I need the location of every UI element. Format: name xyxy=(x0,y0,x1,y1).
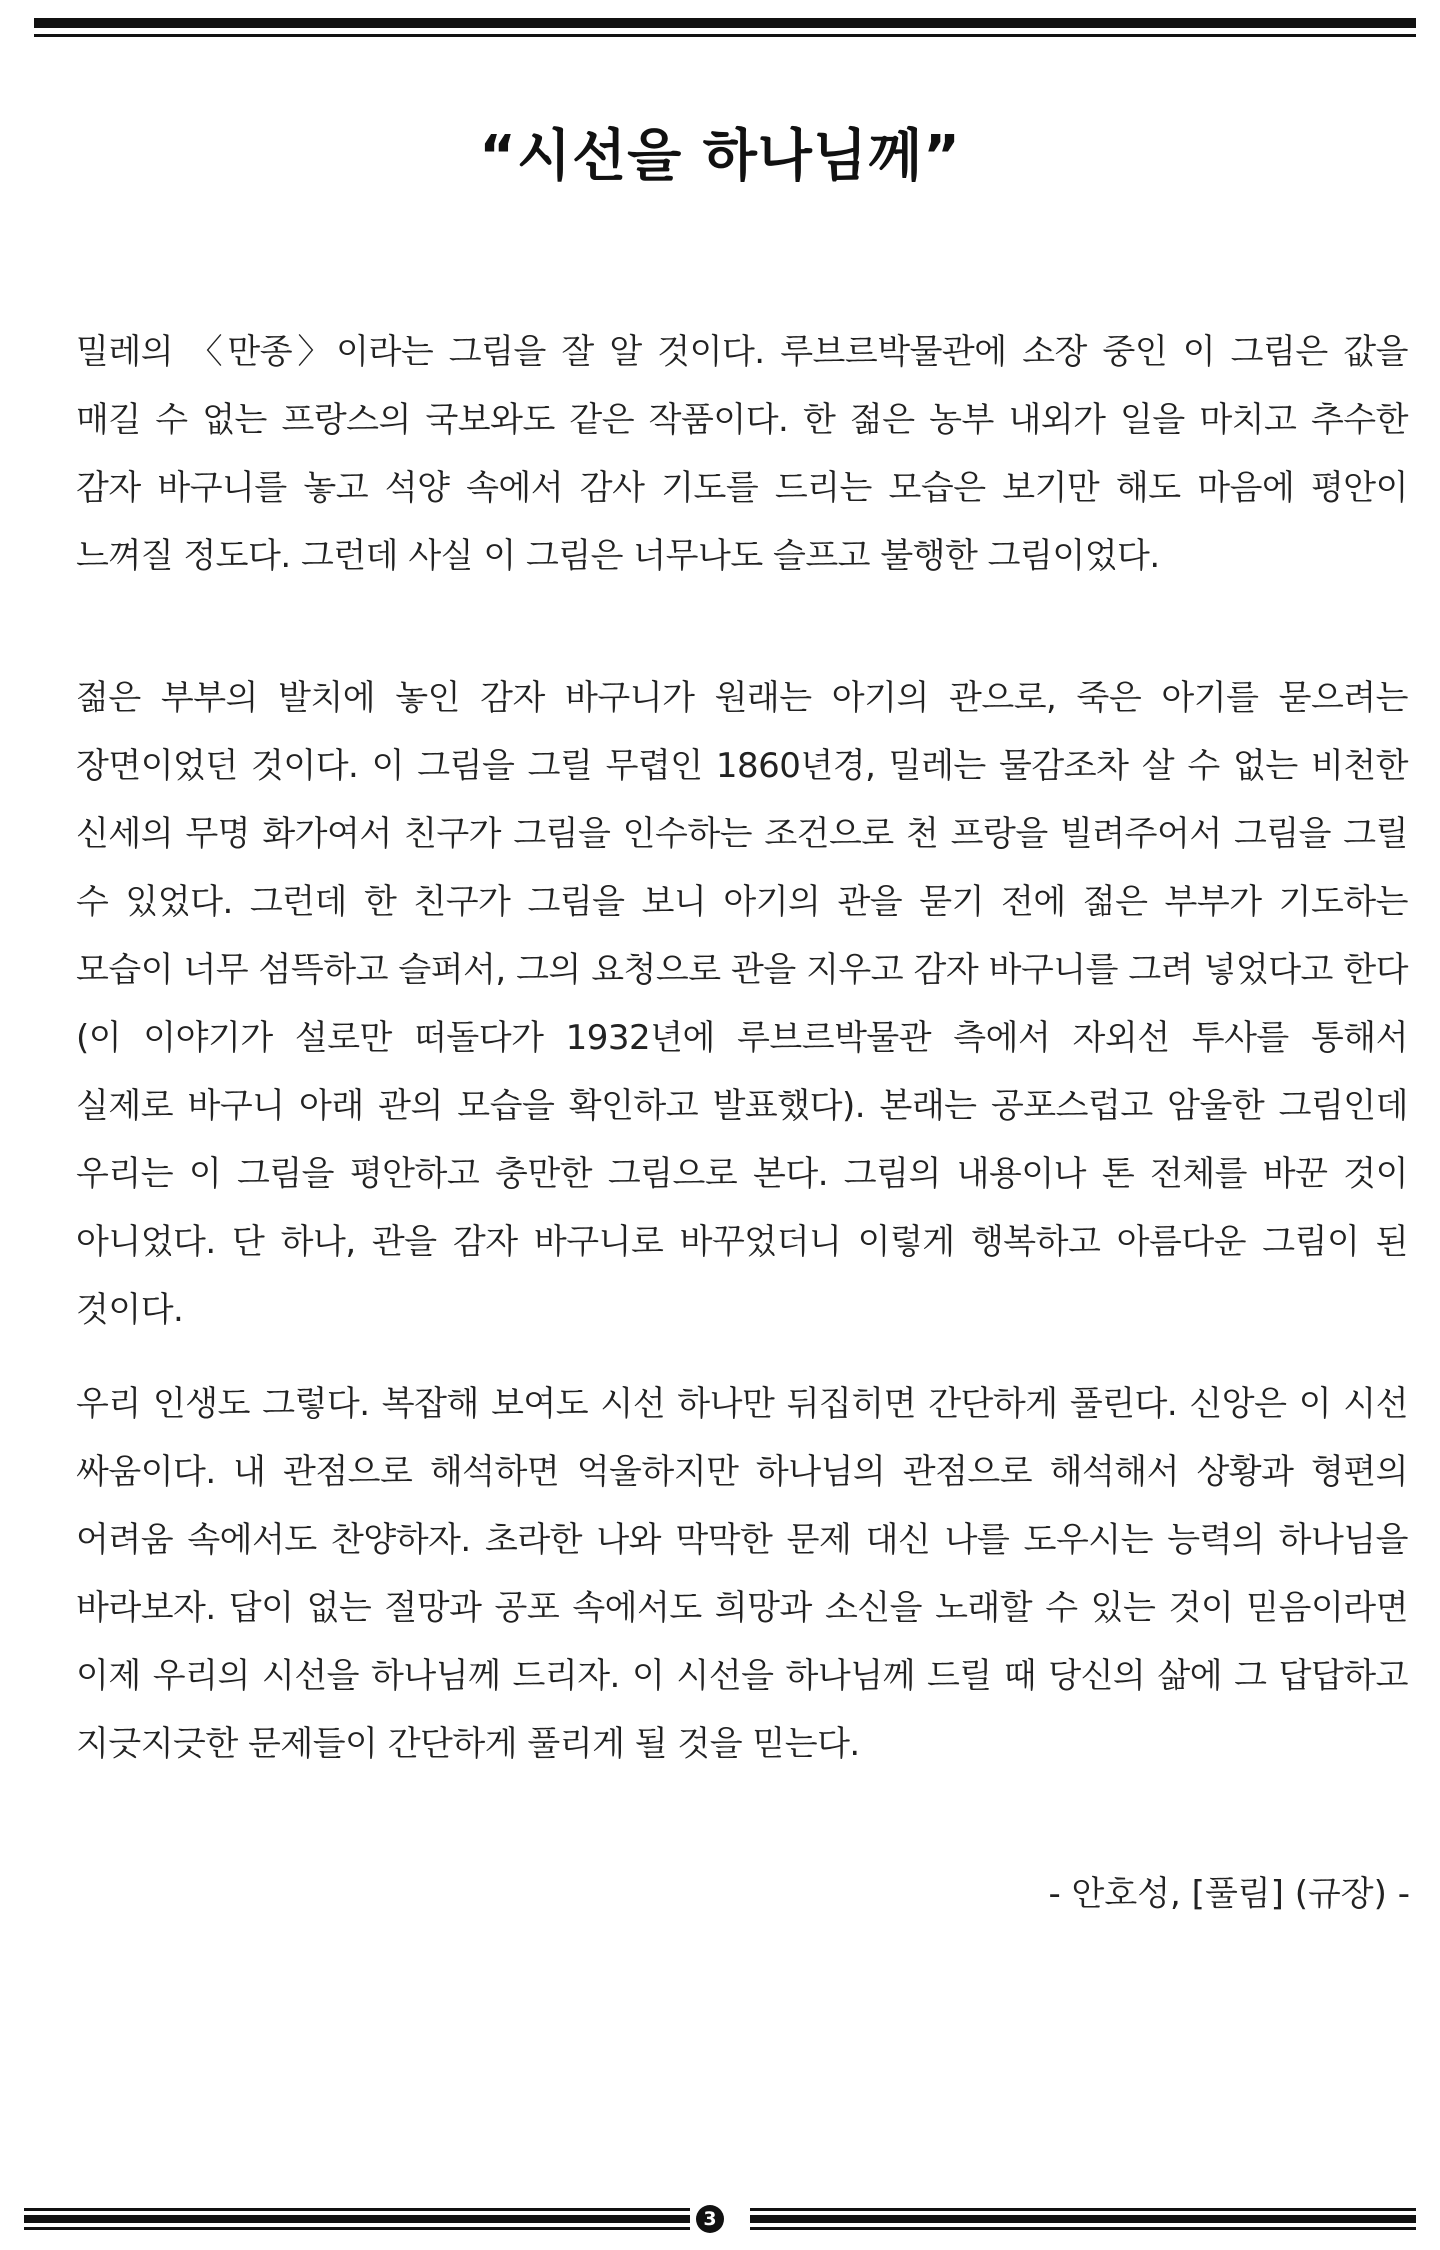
page-title: “시선을 하나님께” xyxy=(479,124,961,189)
source-attribution: - 안호성, [풀림] (규장) - xyxy=(1048,1874,1410,1914)
page-number-badge: 3 xyxy=(696,2205,724,2233)
paragraph-2: 젊은 부부의 발치에 놓인 감자 바구니가 원래는 아기의 관으로, 죽은 아기를 묻으려는 장면이었던 것이다. 이 그림을 그릴 무렵인 1860년경, 밀레는 물감조차 살 수 없는 비천한 신세의 무명 화가여서 친구가 그림을 인수하는 조건으로 천 프랑을 빌려주어서 그림을 그릴 수 있었다. 그런데 한 친구가 그림을 보니 아기의 관을 묻기 전에 젊은 부부가 기도하는 모습이 너무 섬뜩하고 슬퍼서, 그의 요청으로 관을 지우고 감자 바구니를 그려 넣었다고 한다(이 이야기가 설로만 떠돌다가 1932년에 루브르박물관 측에서 자외선 투사를 통해서 실제로 바구니 아래 관의 모습을 확인하고 발표했다). 본래는 공포스럽고 암울한 그림인데 우리는 이 그림을 평안하고 충만한 그림으로 본다. 그림의 내용이나 톤 전체를 바꾼 것이 아니었다. 단 하나, 관을 감자 바구니로 바꾸었더니 이렇게 행복하고 아름다운 그림이 된 것이다. xyxy=(76,678,1408,1330)
bottom-rule-left xyxy=(24,2206,690,2232)
top-rule-thin-line xyxy=(34,34,1416,37)
top-double-rule xyxy=(34,18,1416,40)
paragraph-1: 밀레의 〈만종〉이라는 그림을 잘 알 것이다. 루브르박물관에 소장 중인 이 그림은 값을 매길 수 없는 프랑스의 국보와도 같은 작품이다. 한 젊은 농부 내외가 일을 마치고 추수한 감자 바구니를 놓고 석양 속에서 감사 기도를 드리는 모습은 보기만 해도 마음에 평안이 느껴질 정도다. 그런데 사실 이 그림은 너무나도 슬프고 불행한 그림이었다. xyxy=(76,332,1408,576)
paragraph-3: 우리 인생도 그렇다. 복잡해 보여도 시선 하나만 뒤집히면 간단하게 풀린다. 신앙은 이 시선 싸움이다. 내 관점으로 해석하면 억울하지만 하나님의 관점으로 해석해서 상황과 형편의 어려움 속에서도 찬양하자. 초라한 나와 막막한 문제 대신 나를 도우시는 능력의 하나님을 바라보자. 답이 없는 절망과 공포 속에서도 희망과 소신을 노래할 수 있는 것이 믿음이라면 이제 우리의 시선을 하나님께 드리자. 이 시선을 하나님께 드릴 때 당신의 삶에 그 답답하고 지긋지긋한 문제들이 간단하게 풀리게 될 것을 믿는다. xyxy=(76,1384,1408,1764)
bottom-rule-right xyxy=(750,2206,1416,2232)
top-rule-thick-line xyxy=(34,18,1416,28)
